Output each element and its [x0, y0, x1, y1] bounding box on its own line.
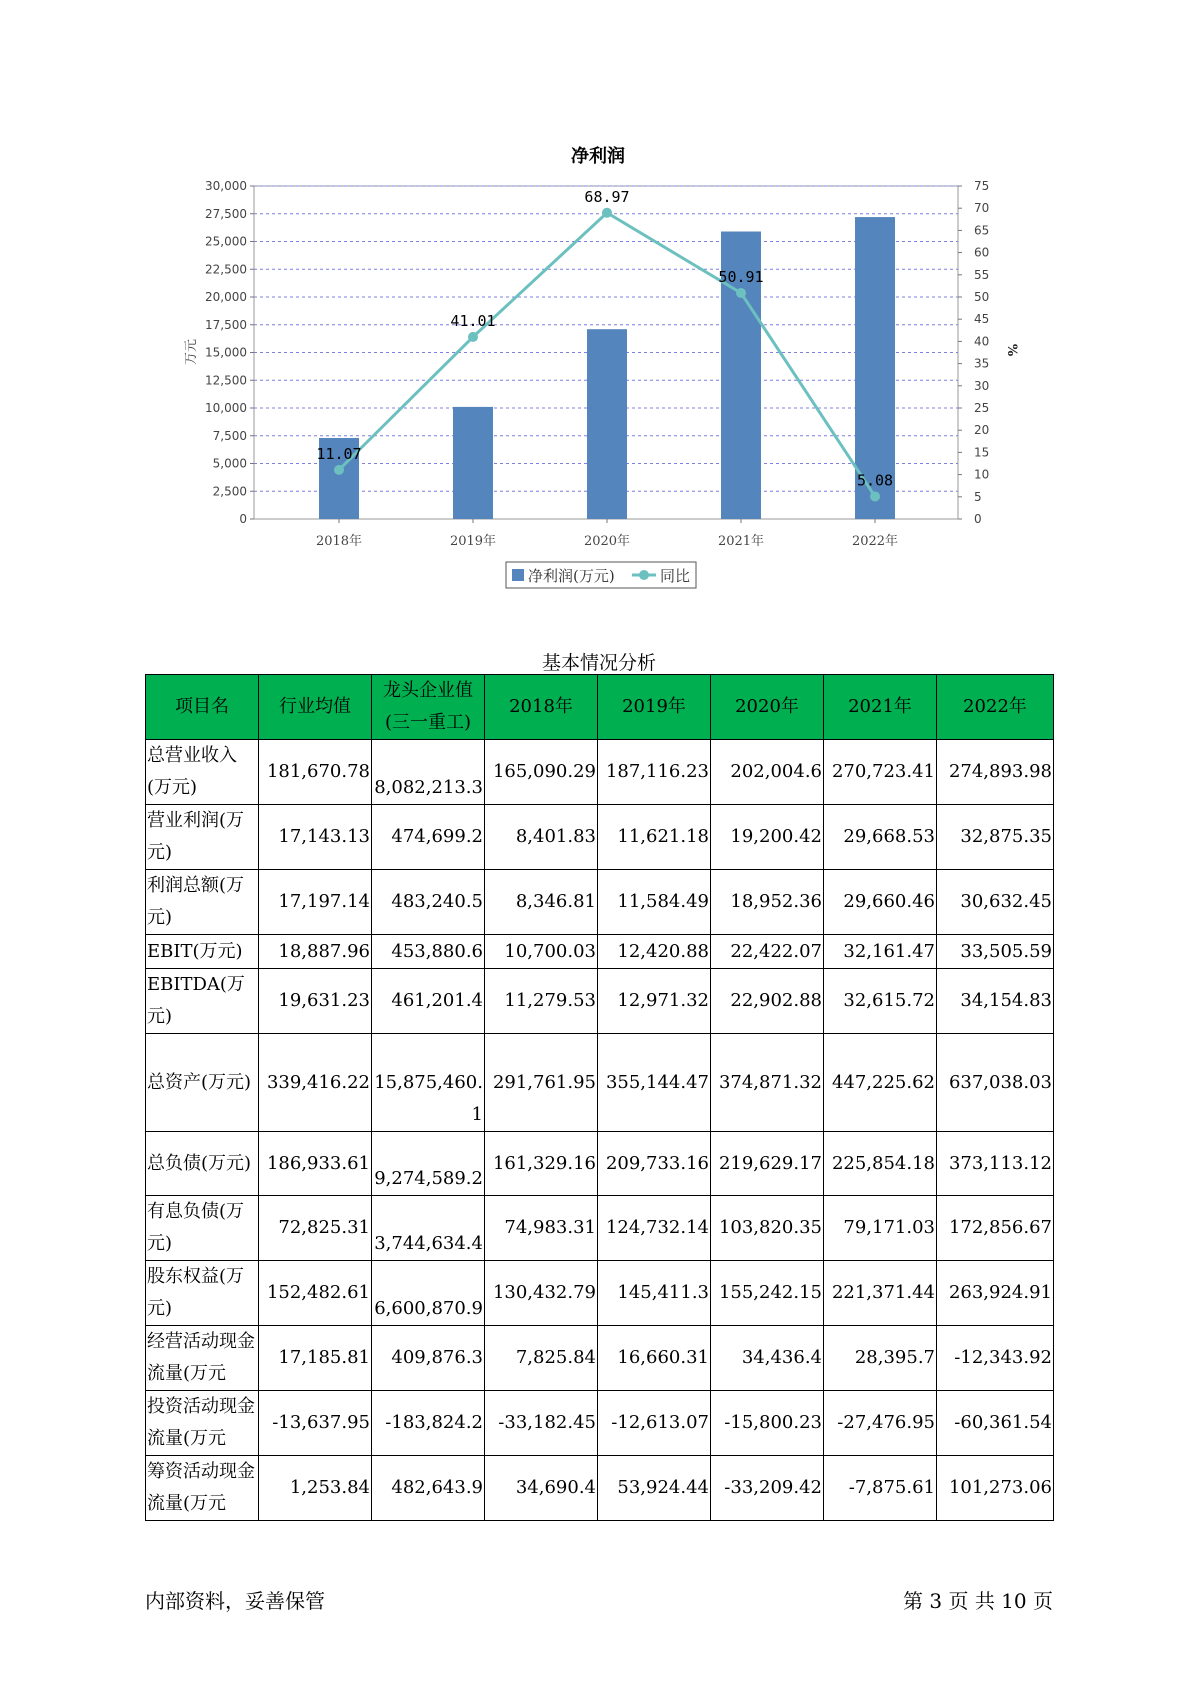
table-cell: 17,185.81: [259, 1326, 372, 1391]
y2-tick-label: 10: [974, 467, 990, 482]
y-tick-label: 7,500: [212, 428, 247, 443]
table-row: [146, 870, 1054, 935]
table-cell: 219,629.17: [711, 1132, 824, 1196]
table-cell: 53,924.44: [598, 1456, 711, 1521]
y2-tick-label: 35: [974, 356, 990, 371]
table-cell: 34,436.4: [711, 1326, 824, 1391]
y2-tick-label: 30: [974, 378, 990, 393]
table-row: [146, 1132, 1054, 1196]
legend-bar-label: 净利润(万元): [528, 567, 615, 585]
table-header-cell: 2020年: [711, 675, 824, 740]
table-cell: 19,200.42: [711, 805, 824, 870]
table-cell: 32,615.72: [824, 969, 937, 1034]
y2-tick-label: 0: [974, 512, 982, 526]
table-cell: 103,820.35: [711, 1196, 824, 1261]
x-tick-label: 2021年: [717, 534, 765, 549]
table-row: [146, 1261, 1054, 1326]
table-cell: 225,854.18: [824, 1132, 937, 1196]
x-tick-label: 2018年: [315, 534, 363, 549]
table-cell: 461,201.4: [372, 969, 485, 1034]
table-cell: 12,971.32: [598, 969, 711, 1034]
y2-tick-label: 60: [974, 245, 990, 260]
table-cell: -12,613.07: [598, 1391, 711, 1456]
y2-tick-label: 15: [974, 445, 990, 460]
table-cell: 152,482.61: [259, 1261, 372, 1326]
table-cell: 447,225.62: [824, 1034, 937, 1132]
net-profit-chart: [0, 0, 1191, 600]
table-row: [146, 935, 1054, 969]
table-cell: 161,329.16: [485, 1132, 598, 1196]
row-label: 投资活动现金流量(万元: [146, 1391, 259, 1456]
table-cell: 202,004.6: [711, 740, 824, 805]
table-cell: 339,416.22: [259, 1034, 372, 1132]
y2-tick-label: 20: [974, 423, 990, 438]
table-header-cell: 2019年: [598, 675, 711, 740]
table-cell: 30,632.45: [937, 870, 1054, 935]
table-cell: 29,660.46: [824, 870, 937, 935]
x-tick-label: 2022年: [851, 534, 899, 549]
table-cell: 291,761.95: [485, 1034, 598, 1132]
y2-axis-label: %: [1004, 343, 1019, 357]
table-cell: 18,887.96: [259, 935, 372, 969]
table-cell: 172,856.67: [937, 1196, 1054, 1261]
y-tick-label: 10,000: [205, 401, 247, 415]
table-cell: 33,505.59: [937, 935, 1054, 969]
table-cell: 10,700.03: [485, 935, 598, 969]
row-label: 筹资活动现金流量(万元: [146, 1456, 259, 1521]
table-cell: 28,395.7: [824, 1326, 937, 1391]
table-cell: 124,732.14: [598, 1196, 711, 1261]
y-tick-label: 27,500: [205, 206, 247, 221]
table-header-row: [146, 675, 1054, 740]
data-label: 50.91: [718, 267, 764, 286]
row-label: 利润总额(万元): [146, 870, 259, 935]
table-cell: 22,902.88: [711, 969, 824, 1034]
y-tick-label: 5,000: [212, 456, 247, 471]
table-cell: -60,361.54: [937, 1391, 1054, 1456]
y-tick-label: 12,500: [205, 373, 247, 388]
row-label: 有息负债(万元): [146, 1196, 259, 1261]
y-axis-label: 万元: [184, 338, 199, 366]
row-label: 总负债(万元): [146, 1132, 259, 1196]
table-cell: 8,082,213.3: [372, 740, 485, 805]
table-cell: 29,668.53: [824, 805, 937, 870]
legend-line-label: 同比: [660, 567, 691, 585]
table-cell: 8,401.83: [485, 805, 598, 870]
line-point-yoy: [870, 491, 880, 501]
y-tick-label: 15,000: [205, 345, 247, 360]
data-label: 41.01: [450, 311, 496, 330]
y2-tick-label: 45: [974, 312, 990, 327]
table-cell: 270,723.41: [824, 740, 937, 805]
table-cell: 17,143.13: [259, 805, 372, 870]
y2-tick-label: 25: [974, 401, 990, 415]
footer-page-number: 第 3 页 共 10 页: [903, 1589, 1053, 1613]
table-cell: 8,346.81: [485, 870, 598, 935]
data-label: 11.07: [316, 444, 362, 463]
line-point-yoy: [468, 332, 478, 342]
table-cell: 145,411.3: [598, 1261, 711, 1326]
table-cell: 637,038.03: [937, 1034, 1054, 1132]
table-cell: 373,113.12: [937, 1132, 1054, 1196]
y-tick-label: 22,500: [205, 262, 247, 277]
y-tick-label: 30,000: [205, 179, 247, 193]
table-cell: 18,952.36: [711, 870, 824, 935]
y-tick-label: 2,500: [212, 484, 247, 499]
table-cell: -13,637.95: [259, 1391, 372, 1456]
line-point-yoy: [602, 208, 612, 218]
table-row: [146, 805, 1054, 870]
row-label: EBIT(万元): [146, 935, 259, 969]
bar-net-profit: [587, 329, 627, 519]
table-header-cell: 项目名: [146, 675, 259, 740]
table-cell: 187,116.23: [598, 740, 711, 805]
table-cell: 453,880.6: [372, 935, 485, 969]
table-cell: 16,660.31: [598, 1326, 711, 1391]
table-cell: 19,631.23: [259, 969, 372, 1034]
y2-tick-label: 65: [974, 223, 990, 238]
y2-tick-label: 50: [974, 290, 990, 304]
table-cell: 165,090.29: [485, 740, 598, 805]
table-cell: 32,161.47: [824, 935, 937, 969]
y-tick-label: 0: [239, 512, 247, 526]
x-tick-label: 2019年: [449, 534, 497, 549]
legend-bar-swatch: [512, 569, 524, 581]
table-cell: 274,893.98: [937, 740, 1054, 805]
row-label: 总营业收入(万元): [146, 740, 259, 805]
table-cell: -183,824.2: [372, 1391, 485, 1456]
bar-net-profit: [453, 407, 493, 519]
table-title: 基本情况分析: [541, 652, 656, 674]
table-cell: 11,621.18: [598, 805, 711, 870]
table-cell: -33,182.45: [485, 1391, 598, 1456]
y2-tick-label: 75: [974, 179, 990, 193]
table-cell: 409,876.3: [372, 1326, 485, 1391]
legend-line-marker: [639, 570, 649, 580]
table-cell: -33,209.42: [711, 1456, 824, 1521]
y-tick-label: 20,000: [205, 290, 247, 304]
row-label: 股东权益(万元): [146, 1261, 259, 1326]
table-header-cell: 2021年: [824, 675, 937, 740]
table-cell: 101,273.06: [937, 1456, 1054, 1521]
table-row: [146, 740, 1054, 805]
table-cell: 74,983.31: [485, 1196, 598, 1261]
table-cell: 15,875,460.1: [372, 1034, 485, 1132]
table-row: [146, 1034, 1054, 1132]
table-cell: 1,253.84: [259, 1456, 372, 1521]
table-cell: -12,343.92: [937, 1326, 1054, 1391]
table-cell: 483,240.5: [372, 870, 485, 935]
table-header-cell: 龙头企业值(三一重工): [372, 675, 485, 740]
footer-confidential-note: 内部资料，妥善保管: [145, 1589, 325, 1613]
data-label: 5.08: [856, 471, 894, 490]
row-label: 经营活动现金流量(万元: [146, 1326, 259, 1391]
table-cell: 186,933.61: [259, 1132, 372, 1196]
basic-analysis-table: [145, 674, 1054, 1521]
table-cell: 209,733.16: [598, 1132, 711, 1196]
table-body: [146, 740, 1054, 1521]
table-cell: -15,800.23: [711, 1391, 824, 1456]
table-cell: 34,690.4: [485, 1456, 598, 1521]
line-point-yoy: [334, 465, 344, 475]
table-cell: 11,584.49: [598, 870, 711, 935]
table-cell: 17,197.14: [259, 870, 372, 935]
table-cell: 221,371.44: [824, 1261, 937, 1326]
table-cell: 263,924.91: [937, 1261, 1054, 1326]
table-cell: 3,744,634.4: [372, 1196, 485, 1261]
table-header-cell: 行业均值: [259, 675, 372, 740]
table-cell: 474,699.2: [372, 805, 485, 870]
table-cell: 155,242.15: [711, 1261, 824, 1326]
table-cell: 79,171.03: [824, 1196, 937, 1261]
line-point-yoy: [736, 288, 746, 298]
chart-title: 净利润: [571, 146, 625, 167]
table-cell: 355,144.47: [598, 1034, 711, 1132]
row-label: EBITDA(万元): [146, 969, 259, 1034]
table-cell: 34,154.83: [937, 969, 1054, 1034]
y2-tick-label: 70: [974, 201, 990, 216]
table-cell: 181,670.78: [259, 740, 372, 805]
y2-tick-label: 40: [974, 334, 990, 349]
x-tick-label: 2020年: [583, 534, 631, 549]
table-cell: 32,875.35: [937, 805, 1054, 870]
table-row: [146, 1391, 1054, 1456]
table-cell: 6,600,870.9: [372, 1261, 485, 1326]
table-row: [146, 1326, 1054, 1391]
table-cell: -27,476.95: [824, 1391, 937, 1456]
y2-tick-label: 55: [974, 267, 990, 282]
table-row: [146, 1456, 1054, 1521]
table-cell: 11,279.53: [485, 969, 598, 1034]
table-header-cell: 2018年: [485, 675, 598, 740]
table-header-cell: 2022年: [937, 675, 1054, 740]
table-cell: 9,274,589.2: [372, 1132, 485, 1196]
y-tick-label: 17,500: [205, 317, 247, 332]
data-label: 68.97: [584, 187, 630, 206]
table-cell: 130,432.79: [485, 1261, 598, 1326]
table-cell: 12,420.88: [598, 935, 711, 969]
table-cell: 374,871.32: [711, 1034, 824, 1132]
y-tick-label: 25,000: [205, 234, 247, 249]
table-cell: 22,422.07: [711, 935, 824, 969]
row-label: 营业利润(万元): [146, 805, 259, 870]
table-cell: 482,643.9: [372, 1456, 485, 1521]
table-cell: 7,825.84: [485, 1326, 598, 1391]
row-label: 总资产(万元): [146, 1034, 259, 1132]
y2-tick-label: 5: [974, 489, 982, 504]
table-cell: 72,825.31: [259, 1196, 372, 1261]
table-row: [146, 1196, 1054, 1261]
table-row: [146, 969, 1054, 1034]
table-cell: -7,875.61: [824, 1456, 937, 1521]
